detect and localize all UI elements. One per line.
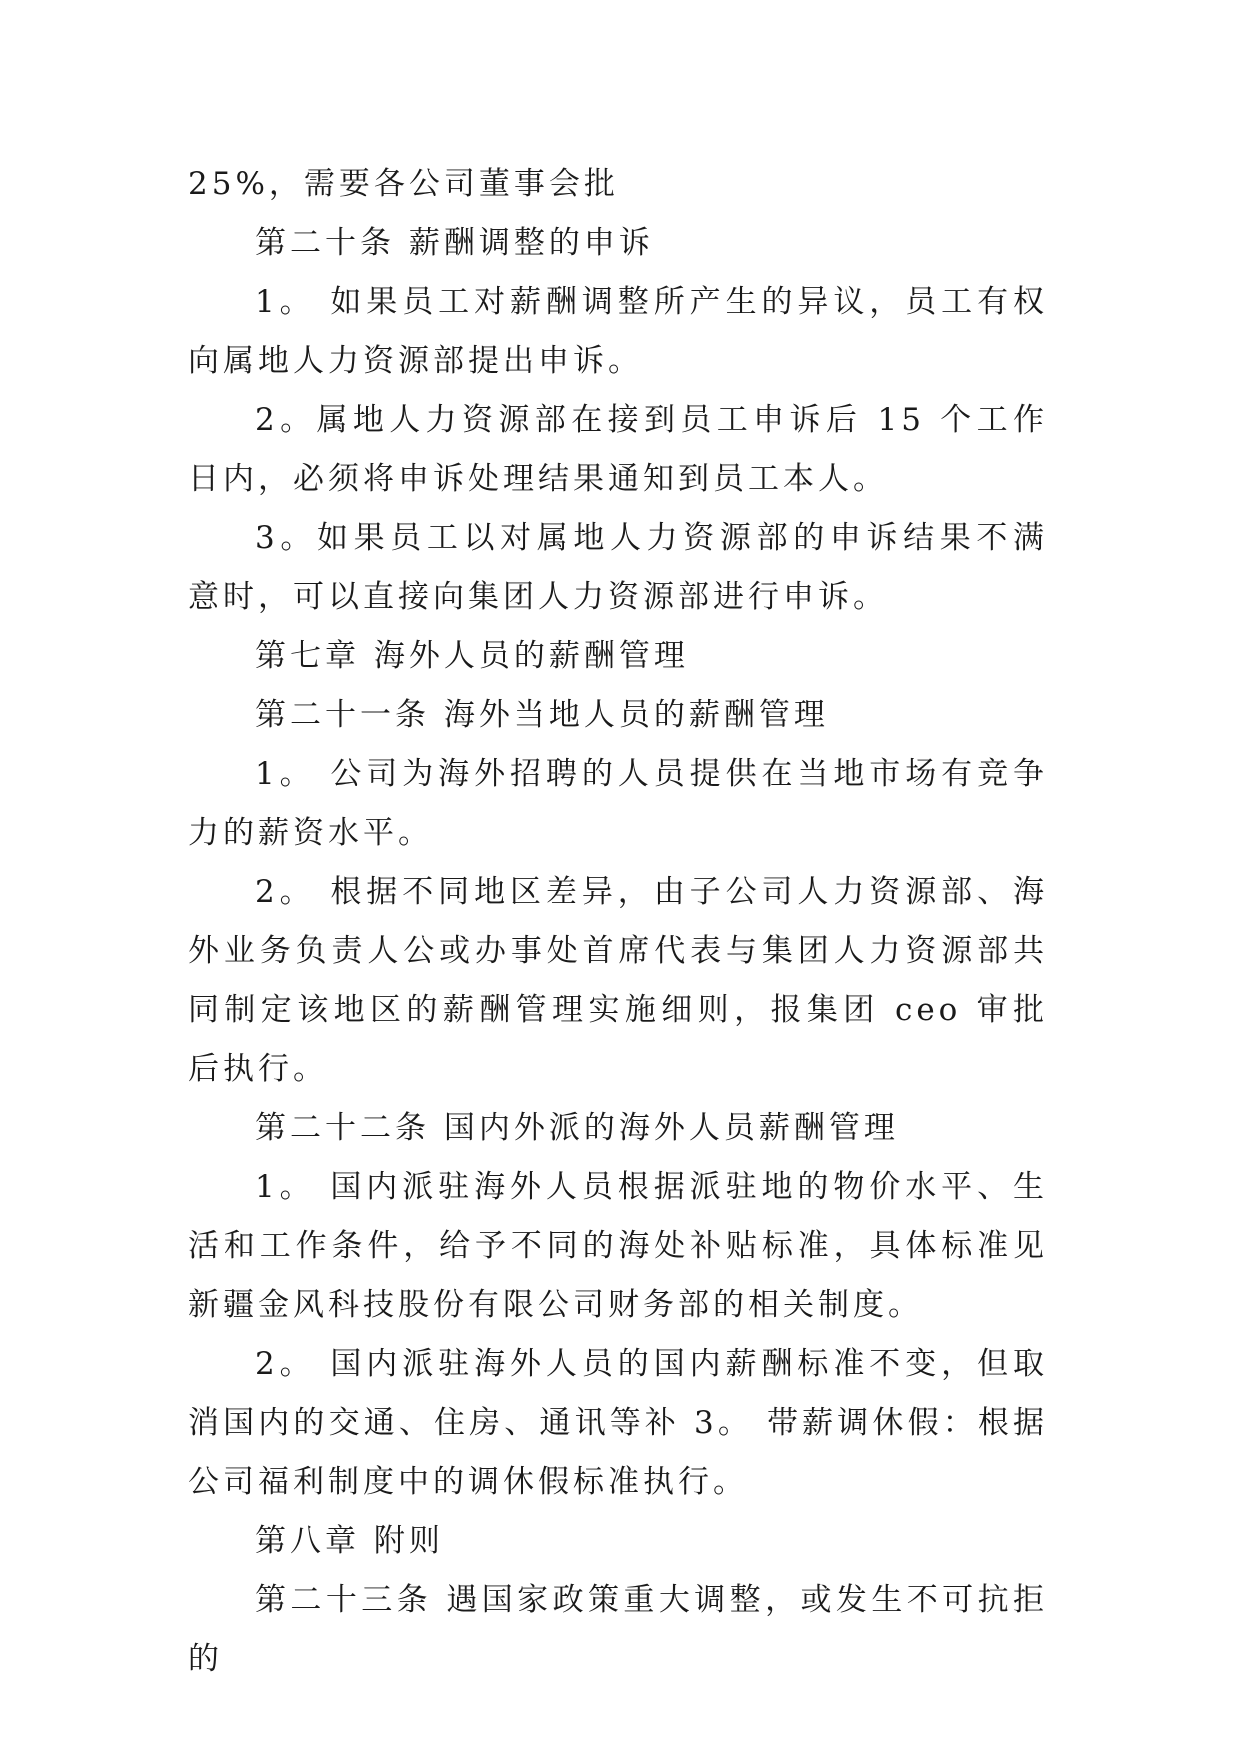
article-20-item-1: 1。 如果员工对薪酬调整所产生的异议，员工有权向属地人力资源部提出申诉。 <box>188 284 1048 379</box>
article-21-heading: 第二十一条 海外当地人员的薪酬管理 <box>255 697 829 733</box>
chapter-7-heading: 第七章 海外人员的薪酬管理 <box>255 638 689 674</box>
article-21-item-2: 2。 根据不同地区差异，由子公司人力资源部、海外业务负责人公或办事处首席代表与集团人力资源部共同制定该地区的薪酬管理实施细则，报集团 ceo 审批后执行。 <box>188 874 1048 1087</box>
article-20-item-2: 2。属地人力资源部在接到员工申诉后 15 个工作日内，必须将申诉处理结果通知到员工本人。 <box>188 402 1048 497</box>
article-23-text: 第二十三条 遇国家政策重大调整，或发生不可抗拒的 <box>188 1582 1048 1677</box>
article-21-item-1: 1。 公司为海外招聘的人员提供在当地市场有竞争力的薪资水平。 <box>188 756 1048 851</box>
article-22-item-2: 2。 国内派驻海外人员的国内薪酬标准不变，但取消国内的交通、住房、通讯等补 3。 带薪调休假：根据公司福利制度中的调休假标准执行。 <box>188 1346 1048 1500</box>
paragraph-continuation: 25%，需要各公司董事会批 <box>188 166 619 202</box>
chapter-8-heading: 第八章 附则 <box>255 1523 444 1559</box>
article-20-heading: 第二十条 薪酬调整的申诉 <box>255 225 654 261</box>
article-22-heading: 第二十二条 国内外派的海外人员薪酬管理 <box>255 1110 899 1146</box>
article-20-item-3: 3。如果员工以对属地人力资源部的申诉结果不满意时，可以直接向集团人力资源部进行申诉。 <box>188 520 1048 615</box>
document-body <box>188 155 1048 1689</box>
article-22-item-1: 1。 国内派驻海外人员根据派驻地的物价水平、生活和工作条件，给予不同的海处补贴标准，具体标准见新疆金风科技股份有限公司财务部的相关制度。 <box>188 1169 1048 1323</box>
